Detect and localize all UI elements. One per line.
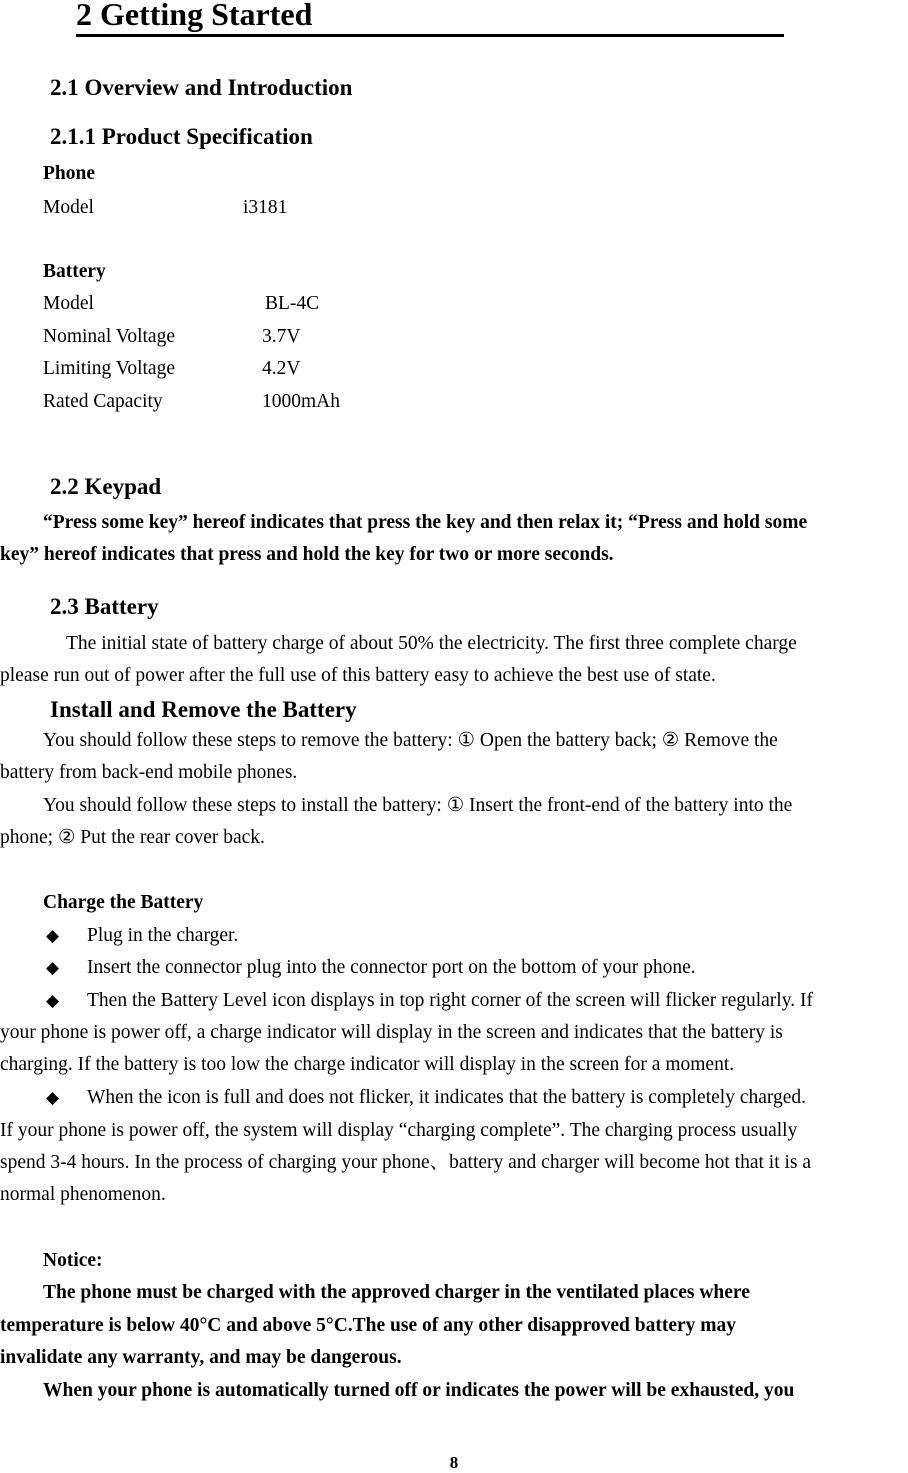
notice-line: temperature is below 40°C and above 5°C.The use of any other disapproved battery may — [0, 1315, 737, 1336]
diamond-bullet-icon: ◆ — [46, 926, 60, 946]
page-number: 8 — [449, 1453, 459, 1472]
install-remove-heading: Install and Remove the Battery — [50, 697, 357, 722]
battery-model-value: BL-4C — [265, 293, 320, 314]
bullet-line: When the icon is full and does not flicker, it indicates that the battery is completely charged. — [87, 1087, 807, 1108]
battery-intro-line: The initial state of battery charge of about 50% the electricity. The first three complete charge — [66, 633, 797, 654]
bullet-line: If your phone is power off, the system will display “charging complete”. The charging process usually — [0, 1120, 798, 1141]
section-2-2-heading: 2.2 Keypad — [50, 474, 162, 499]
rated-capacity-label: Rated Capacity — [43, 391, 163, 412]
notice-line: invalidate any warranty, and may be dangerous. — [0, 1347, 402, 1368]
remove-steps-line: You should follow these steps to remove the battery: ① Open the battery back; ② Remove the — [43, 730, 778, 751]
diamond-bullet-icon: ◆ — [46, 991, 60, 1011]
nominal-voltage-label: Nominal Voltage — [43, 326, 175, 347]
remove-steps-line: battery from back-end mobile phones. — [0, 762, 298, 783]
notice-heading: Notice: — [43, 1250, 103, 1271]
nominal-voltage-value: 3.7V — [262, 326, 301, 347]
bullet-line: spend 3-4 hours. In the process of charging your phone、battery and charger will become hot that it is a — [0, 1152, 812, 1173]
charge-battery-heading: Charge the Battery — [43, 892, 204, 913]
section-2-3-heading: 2.3 Battery — [50, 594, 159, 619]
notice-line: The phone must be charged with the approved charger in the ventilated places where — [43, 1282, 750, 1303]
limiting-voltage-value: 4.2V — [262, 358, 301, 379]
bullet-line: Plug in the charger. — [87, 925, 239, 946]
rated-capacity-value: 1000mAh — [262, 391, 340, 412]
battery-model-label: Model — [43, 293, 94, 314]
bullet-line: Insert the connector plug into the connector port on the bottom of your phone. — [87, 957, 696, 978]
bullet-line: your phone is power off, a charge indicator will display in the screen and indicates that the battery is — [0, 1022, 783, 1043]
phone-model-value: i3181 — [243, 197, 288, 218]
keypad-line: “Press some key” hereof indicates that press the key and then relax it; “Press and hold some — [43, 512, 808, 533]
bullet-line: normal phenomenon. — [0, 1184, 166, 1205]
phone-model-label: Model — [43, 197, 94, 218]
battery-spec-title: Battery — [43, 261, 106, 282]
keypad-line: key” hereof indicates that press and hold the key for two or more seconds. — [0, 544, 614, 565]
section-2-1-1-heading: 2.1.1 Product Specification — [50, 124, 313, 149]
section-2-1-heading: 2.1 Overview and Introduction — [50, 75, 353, 100]
bullet-line: Then the Battery Level icon displays in top right corner of the screen will flicker regularly. If — [87, 990, 813, 1011]
battery-intro-line: please run out of power after the full use of this battery easy to achieve the best use of state. — [0, 665, 716, 686]
diamond-bullet-icon: ◆ — [46, 958, 60, 978]
install-steps-line: phone; ② Put the rear cover back. — [0, 827, 265, 848]
chapter-title: 2 Getting Started — [76, 0, 784, 37]
phone-spec-title: Phone — [43, 163, 96, 184]
diamond-bullet-icon: ◆ — [46, 1088, 60, 1108]
bullet-line: charging. If the battery is too low the charge indicator will display in the screen for a moment. — [0, 1054, 735, 1075]
notice-line: When your phone is automatically turned off or indicates the power will be exhausted, you — [43, 1380, 795, 1401]
limiting-voltage-label: Limiting Voltage — [43, 358, 175, 379]
install-steps-line: You should follow these steps to install the battery: ① Insert the front-end of the battery into the — [43, 795, 793, 816]
